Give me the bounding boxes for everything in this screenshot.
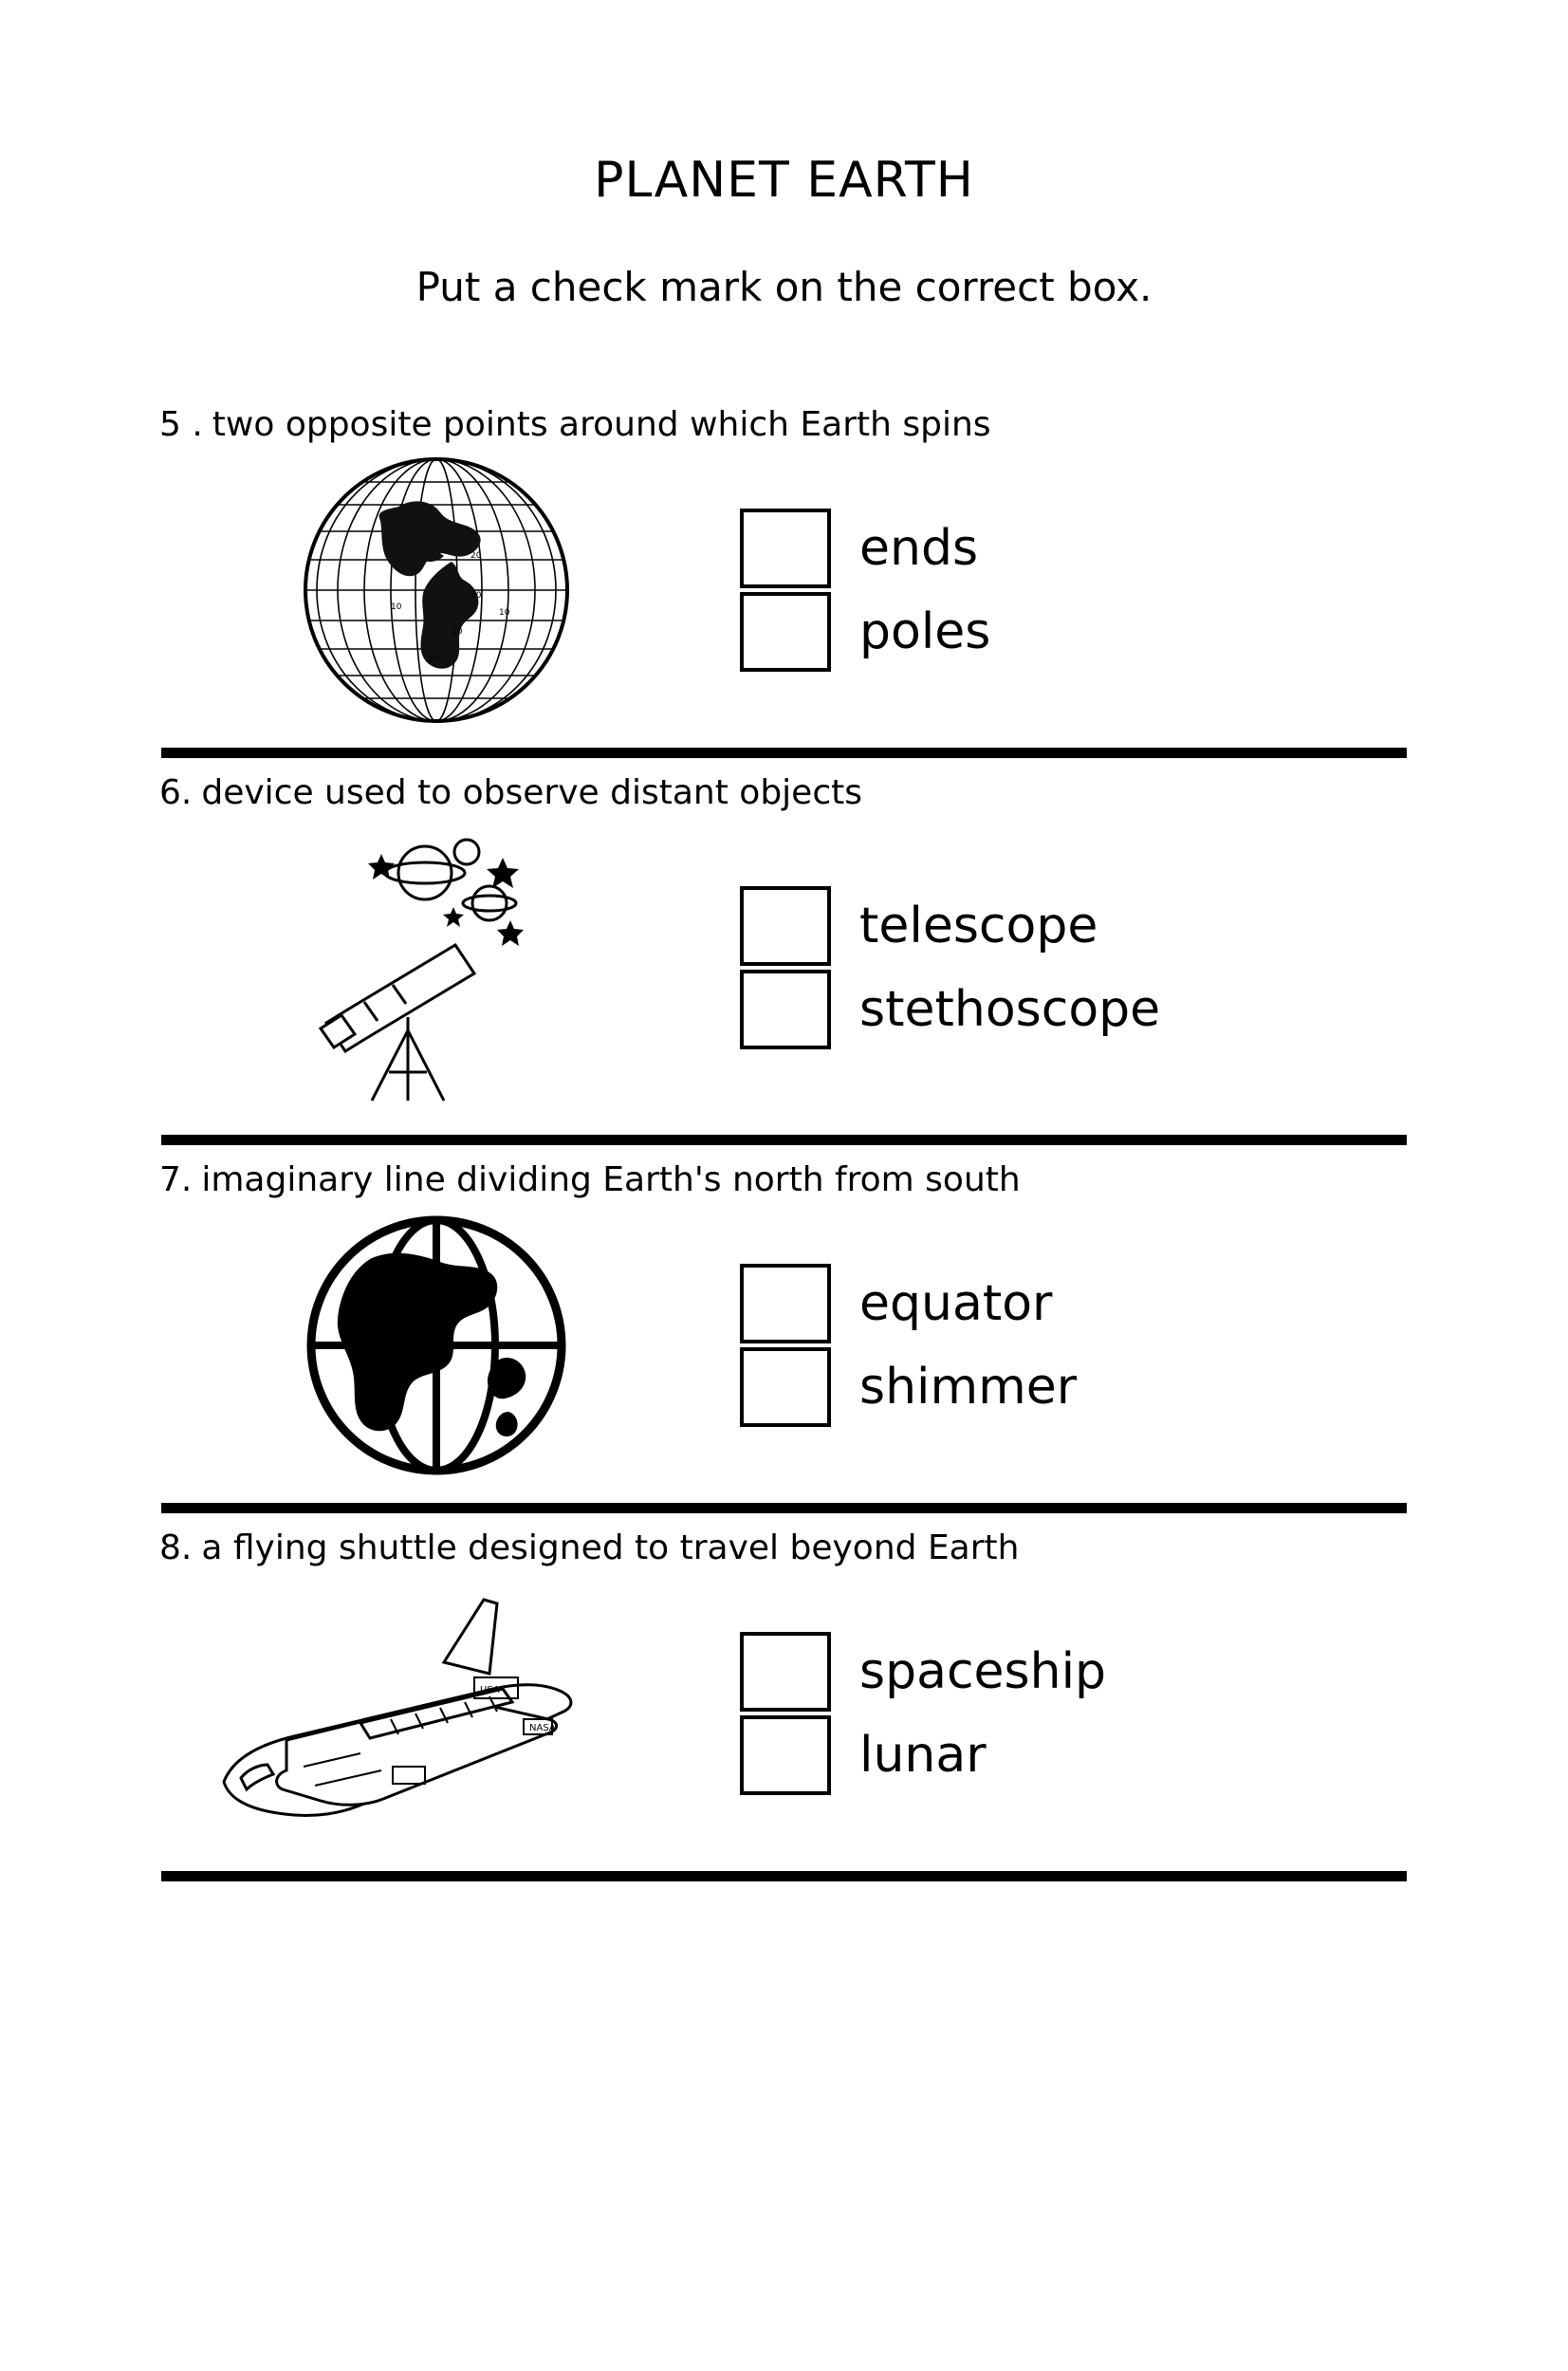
- choice-label: lunar: [859, 1727, 987, 1784]
- choice-label: telescope: [859, 898, 1098, 954]
- checkbox[interactable]: [740, 592, 831, 672]
- worksheet-page: [0, 152, 1568, 2371]
- choice-label: ends: [859, 520, 979, 577]
- checkbox[interactable]: [740, 1715, 831, 1795]
- choice-label: shimmer: [859, 1359, 1078, 1416]
- question-text: two opposite points around which Earth spins: [212, 405, 991, 444]
- divider: [161, 1871, 1407, 1881]
- checkbox[interactable]: [740, 886, 831, 966]
- svg-text:NASA: NASA: [529, 1723, 556, 1733]
- answer-choice[interactable]: [740, 509, 990, 588]
- svg-text:10: 10: [391, 602, 402, 612]
- instructions: Put a check mark on the correct box.: [415, 264, 1153, 310]
- question-text: imaginary line dividing Earth's north from south: [201, 1160, 1021, 1199]
- question-item: [0, 773, 1568, 1120]
- globe-americas-graticule-icon: [142, 448, 730, 732]
- question-text: device used to observe distant objects: [201, 773, 862, 812]
- answer-choice[interactable]: [740, 886, 1160, 966]
- svg-text:10: 10: [452, 627, 463, 637]
- question-prompt: [159, 1528, 1568, 1567]
- question-item: [0, 1160, 1568, 1488]
- question-text: a flying shuttle designed to travel beyond Earth: [201, 1528, 1020, 1567]
- divider: [161, 1503, 1407, 1513]
- question-number: 8.: [159, 1528, 193, 1567]
- answer-choice[interactable]: [740, 1715, 1106, 1795]
- divider: [161, 1135, 1407, 1145]
- checkbox[interactable]: [740, 1264, 831, 1343]
- question-item: [0, 1528, 1568, 1856]
- globe-africa-solid-icon: [142, 1203, 730, 1488]
- question-item: [0, 405, 1568, 732]
- telescope-planets-stars-icon: [142, 816, 730, 1120]
- answer-choice[interactable]: [740, 1264, 1077, 1343]
- question-number: 5 .: [159, 405, 203, 444]
- svg-text:20: 20: [470, 591, 482, 601]
- answer-choice[interactable]: [740, 592, 990, 672]
- checkbox[interactable]: [740, 970, 831, 1049]
- choice-label: poles: [859, 603, 991, 660]
- checkbox[interactable]: [740, 509, 831, 588]
- question-number: 7.: [159, 1160, 193, 1199]
- answer-choice[interactable]: [740, 1347, 1077, 1427]
- answer-choices: [740, 507, 990, 674]
- answer-choice[interactable]: [740, 970, 1160, 1049]
- answer-choices: [740, 884, 1160, 1051]
- choice-label: spaceship: [859, 1643, 1107, 1700]
- checkbox[interactable]: [740, 1347, 831, 1427]
- svg-text:20: 20: [470, 551, 482, 561]
- answer-choices: [740, 1262, 1077, 1429]
- question-number: 6.: [159, 773, 193, 812]
- question-prompt: [159, 1160, 1568, 1199]
- choice-label: stethoscope: [859, 981, 1161, 1038]
- question-list: [0, 405, 1568, 1881]
- question-prompt: [159, 773, 1568, 812]
- checkbox[interactable]: [740, 1632, 831, 1712]
- question-prompt: [159, 405, 1568, 444]
- svg-text:20: 20: [429, 656, 440, 665]
- divider: [161, 748, 1407, 758]
- answer-choice[interactable]: [740, 1632, 1106, 1712]
- answer-choices: [740, 1630, 1106, 1797]
- page-title: PLANET EARTH: [594, 152, 974, 209]
- svg-text:10: 10: [499, 608, 510, 618]
- choice-label: equator: [859, 1275, 1053, 1332]
- svg-text:USA: USA: [480, 1685, 500, 1695]
- space-shuttle-icon: [142, 1571, 730, 1856]
